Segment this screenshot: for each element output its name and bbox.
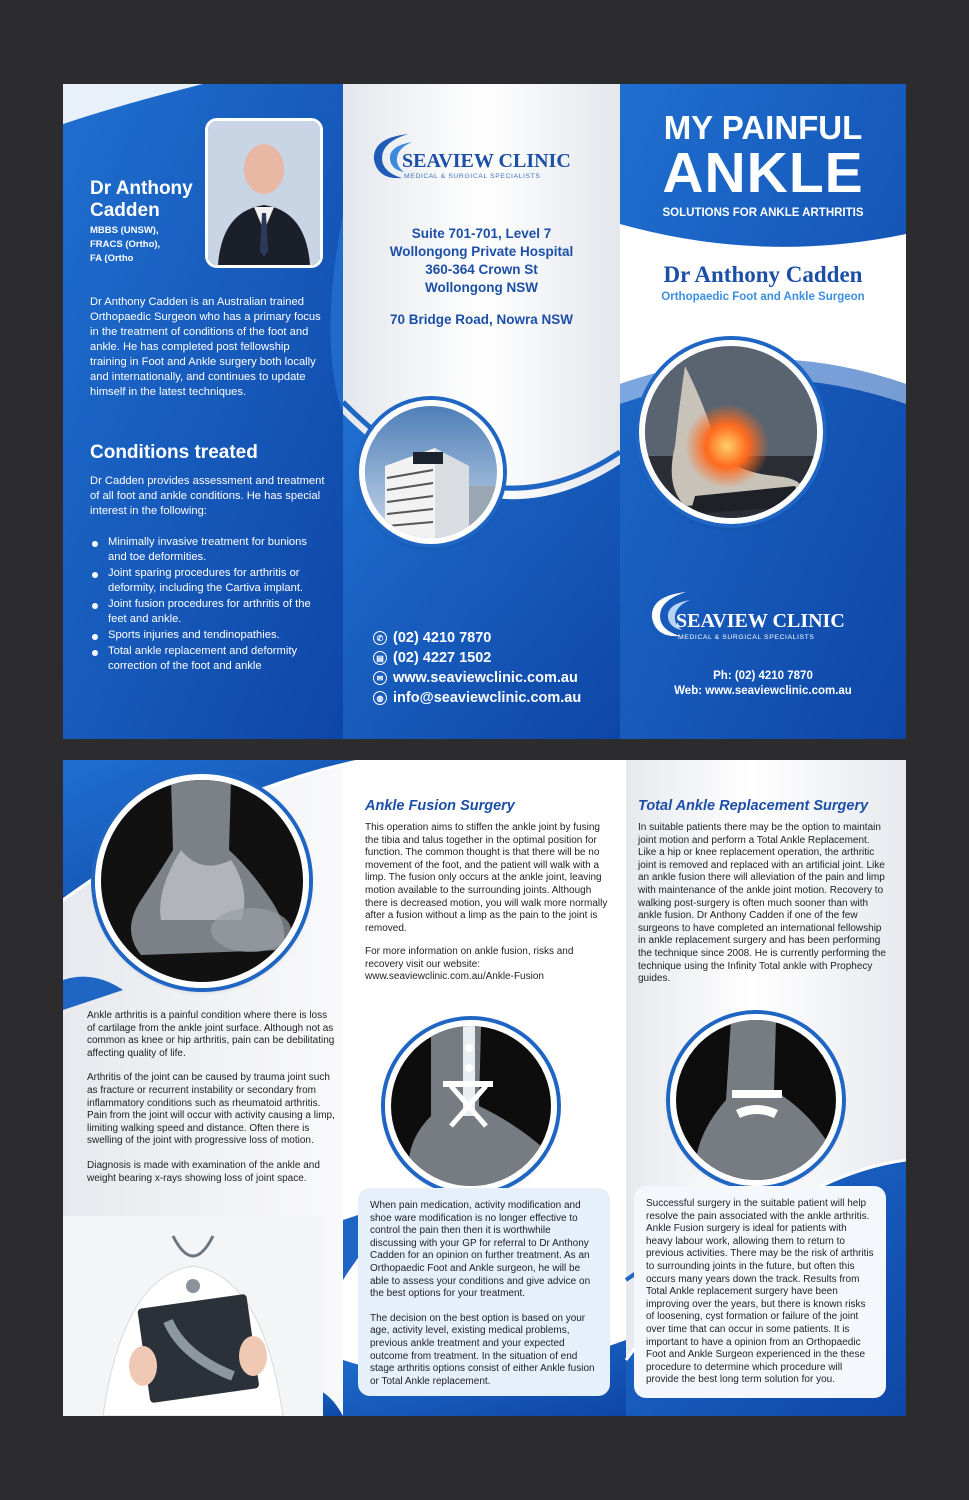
fusion-box-paragraph: When pain medication, activity modification and shoe ware modification is no longer effective to control the pain then then it is worthwhile discussing with your GP for referral to Dr Anthony Cadden for an opinion on further treatment. As an Orthopaedic Foot and Ankle surgeon, he will be able to assess your conditions and give advice on the best options for your treatment.	[370, 1200, 591, 1300]
condition-item: Joint sparing procedures for arthritis or deformity, including the Cartiva implant.	[90, 566, 315, 596]
doctor-xray-photo	[63, 1216, 323, 1416]
contact-email[interactable]	[373, 688, 581, 708]
replacement-xray	[670, 1014, 842, 1186]
arthritis-paragraph: Arthritis of the joint can be caused by trauma joint such as fracture or recurrent instability or secondary from inflammatory conditions such as rheumatoid arthritis.	[87, 1072, 330, 1109]
credential-line: FA (Ortho	[90, 253, 134, 264]
arthritis-xray	[95, 774, 309, 988]
fusion-title: Ankle Fusion Surgery	[365, 798, 515, 814]
hospital-photo	[359, 400, 503, 544]
clinic-tagline: MEDICAL & SURGICAL SPECIALISTS	[404, 173, 541, 180]
cover-clinic-logo	[646, 586, 876, 646]
fusion-link[interactable]: www.seaviewclinic.com.au/Ankle-Fusion	[365, 971, 544, 982]
xray-ankle-icon	[101, 780, 303, 982]
brochure-inside	[63, 760, 906, 1416]
cover-title-line2: ANKLE	[662, 141, 864, 205]
fax-icon: ▤	[373, 651, 387, 665]
clinic-address-nowra: 70 Bridge Road, Nowra NSW	[389, 312, 574, 327]
arthritis-paragraph: Pain from the joint will occur with activity causing a limp, limiting walking speed and distance. Often there is swelling of the joint with progressive loss of motion.	[87, 1110, 335, 1147]
doctor-bio: Dr Anthony Cadden is an Australian trained Orthopaedic Surgeon who has a primary focus in the treatment of conditions of the foot and ankle. He has completed post fellowship training in Foot and Ankle surgery both locally and internationally, and continues to update himself in the latest techniques.	[90, 296, 321, 398]
fusion-box-paragraph: The decision on the best option is based on your age, activity level, existing medical problems, previous ankle treatment and your expected outcome from treatment. In the situation of end stage arthritis options consist of either Ankle fusion or Total Ankle replacement.	[370, 1312, 595, 1387]
cover-web: Web: www.seaviewclinic.com.au	[674, 685, 852, 697]
fusion-info-box	[358, 1188, 610, 1396]
doctor-name: Dr Anthony Cadden	[90, 178, 193, 221]
cover-subtitle: SOLUTIONS FOR ANKLE ARTHRITIS	[662, 207, 864, 219]
contact-phone[interactable]	[373, 628, 581, 648]
credential-line: FRACS (Ortho),	[90, 239, 161, 250]
ankle-photo	[639, 340, 823, 524]
condition-item: Sports injuries and tendinopathies.	[90, 628, 315, 643]
tar-info-box	[634, 1186, 886, 1398]
phone-number: (02) 4210 7870	[393, 630, 492, 646]
address-line: Suite 701-701, Level 7	[411, 226, 552, 241]
condition-item: Joint fusion procedures for arthritis of the feet and ankle.	[90, 597, 315, 627]
fax-number: (02) 4227 1502	[393, 650, 492, 666]
arthritis-text	[87, 1010, 337, 1185]
tar-title: Total Ankle Replacement Surgery	[638, 798, 869, 814]
clinic-logo	[368, 128, 603, 188]
contact-web[interactable]	[373, 668, 581, 688]
xray-fusion-icon	[391, 1026, 551, 1186]
condition-item: Total ankle replacement and deformity correction of the foot and ankle	[90, 644, 315, 674]
contact-fax[interactable]	[373, 648, 581, 668]
doctor-portrait-icon	[208, 121, 320, 265]
xray-replacement-icon	[676, 1020, 836, 1180]
doctor-holding-xray-icon	[63, 1216, 323, 1416]
cover-phone: Ph: (02) 4210 7870	[713, 670, 813, 682]
clinic-name: SEAVIEW CLINIC	[402, 150, 571, 172]
arthritis-paragraph: Diagnosis is made with examination of the ankle and weight bearing x-rays showing loss of joint space.	[87, 1159, 320, 1184]
doctor-photo	[205, 118, 323, 268]
address-line: 360-364 Crown St	[425, 262, 538, 277]
phone-icon: ✆	[373, 631, 387, 645]
clinic-address	[343, 225, 620, 297]
fusion-xray	[385, 1020, 557, 1192]
tar-text: In suitable patients there may be the option to maintain joint motion and perform a Total Ankle Replacement. Like a hip or knee replacement operation, the arthritic joint is removed and replaced with an artificial joint. Like an ankle fusion there will alleviation of the pain and limp with maintenance of the ankle joint motion. Recovery to walking post-surgery is often much sooner than with ankle fusion. Dr Anthony Cadden if one of the few surgeons to have completed an international fellowship in ankle replacement surgery and has been performing the technique since 2008. He is currently performing the technique using the Infinity Total ankle with Prophecy guides.	[638, 822, 886, 985]
address-line: Wollongong Private Hospital	[389, 244, 574, 259]
conditions-intro: Dr Cadden provides assessment and treatment of all foot and ankle conditions. He has special interest in the following:	[90, 475, 325, 517]
globe-icon: ◍	[373, 691, 387, 705]
website-link: www.seaviewclinic.com.au	[393, 670, 578, 686]
address-line: Wollongong NSW	[425, 280, 538, 295]
building-icon	[365, 406, 497, 538]
email-link: info@seaviewclinic.com.au	[393, 690, 582, 706]
cover-contact	[620, 669, 906, 699]
ankle-pain-icon	[645, 346, 817, 518]
mail-icon: ✉	[373, 671, 387, 685]
brochure-outside	[63, 84, 906, 739]
cover-title-line1: MY PAINFUL	[663, 109, 863, 146]
fusion-more-info: For more information on ankle fusion, risks and recovery visit our website:	[365, 946, 574, 970]
conditions-title: Conditions treated	[90, 442, 258, 463]
arthritis-paragraph: Ankle arthritis is a painful condition where there is loss of cartilage from the ankle joint surface. Although not as common as knee or hip arthritis, pain can be debilitating affecting quality of life.	[87, 1010, 335, 1059]
fusion-text: This operation aims to stiffen the ankle joint by fusing the tibia and talus together in the optimal position for function. The common thought is that there will be no movement of the foot, and the patient will walk with a limp. The fusion only occurs at the ankle joint, leaving motion available to the surrounding joints. Although there is decreased motion, you will walk more normally after a fusion without a limp as the pain to the joint is removed.	[365, 822, 608, 934]
tar-box-paragraph: Successful surgery in the suitable patient will help resolve the pain associated with the ankle arthritis. Ankle Fusion surgery is ideal for patients with heavy labour work, allowing them to return to previous activities. There may be the risk of arthritis to surrounding joints in the future, but often this occurs many years down the track. Results from Total Ankle replacement surgery have been improving over the years, but there is known risks of loosening, cyst formation or failure of the joint over time that can occur in some patients. It is important to have a opinion from an Orthopaedic Foot and Ankle Surgeon experienced in the these procedure to determine which procedure will provide the best long term solution for you.	[646, 1198, 874, 1386]
conditions-list	[90, 535, 315, 675]
contact-list	[373, 628, 581, 708]
cover-doctor-name: Dr Anthony Cadden	[663, 262, 863, 287]
credential-line: MBBS (UNSW),	[90, 225, 159, 236]
cover-doctor-role: Orthopaedic Foot and Ankle Surgeon	[661, 291, 865, 303]
cover-clinic-tagline: MEDICAL & SURGICAL SPECIALISTS	[678, 634, 815, 641]
condition-item: Minimally invasive treatment for bunions and toe deformities.	[90, 535, 315, 565]
credentials	[90, 224, 160, 266]
cover-clinic-name: SEAVIEW CLINIC	[676, 610, 845, 632]
